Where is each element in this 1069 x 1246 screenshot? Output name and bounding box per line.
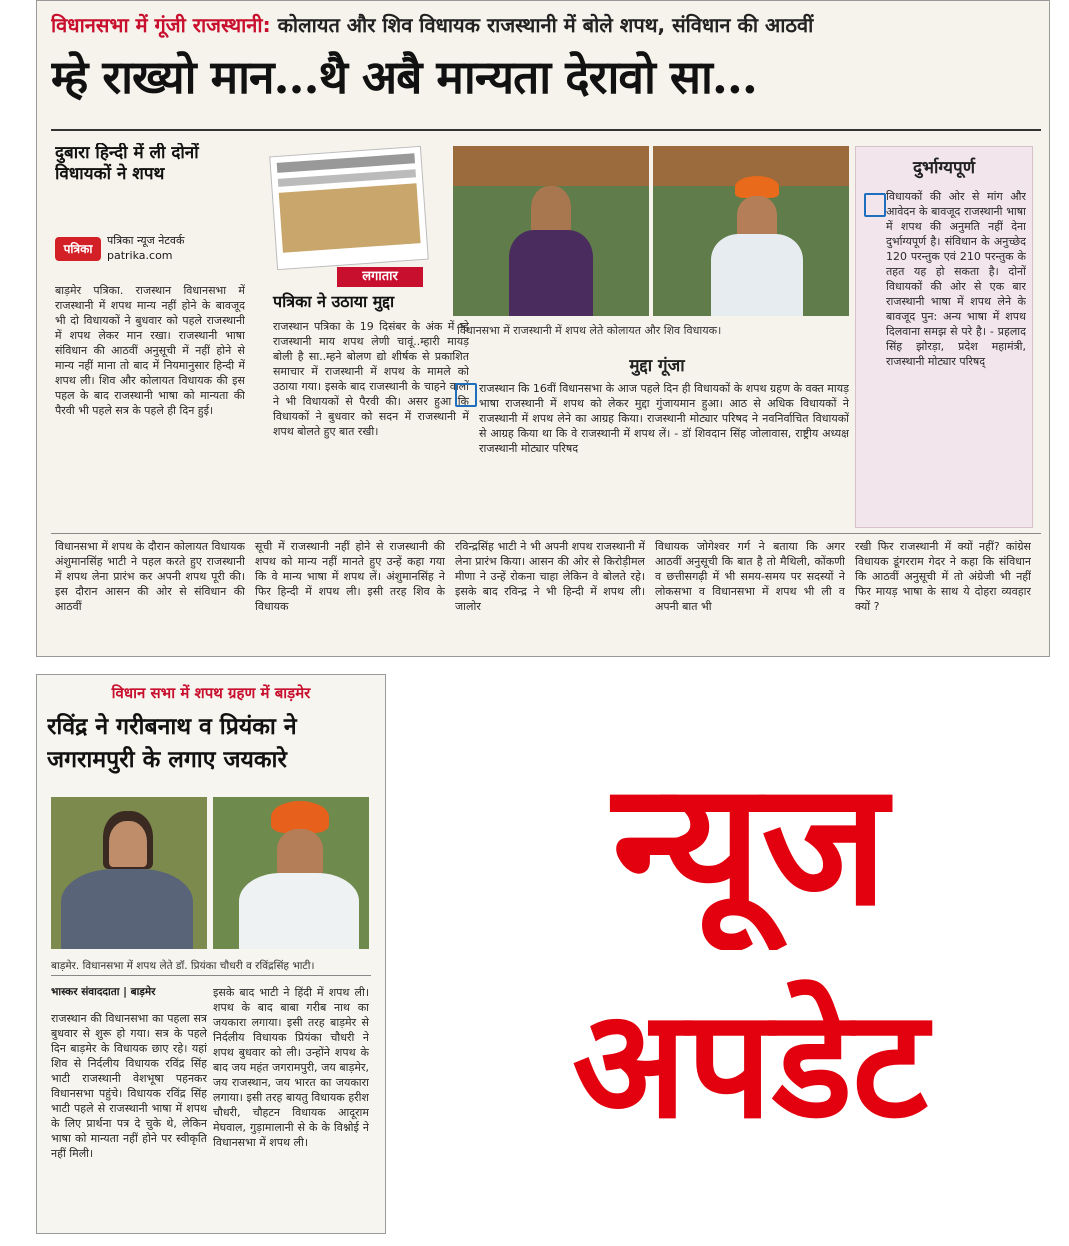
photo-ravindra bbox=[213, 797, 369, 949]
col2-continuation: सूची में राजस्थानी नहीं होने से राजस्थानी की शपथ को मान्य नहीं मानते हुए उन्हें कहा गया कि वे मान्य भाषा में शपथ लें। अंशुमानसिंह ने फिर हिन्दी में शपथ ली। इसी तरह शिव के विधायक bbox=[255, 540, 445, 613]
news-word: न्यूज bbox=[612, 746, 888, 944]
source-block bbox=[107, 233, 247, 263]
bottom-photo-caption: बाड़मेर. विधानसभा में शपथ लेते डॉ. प्रियंका चौधरी व रविंद्रसिंह भाटी। bbox=[51, 960, 315, 972]
bottom-headline-line2: जगरामपुरी के लगाए जयकारे bbox=[47, 747, 287, 773]
columns-rule bbox=[51, 533, 1041, 534]
source-name: पत्रिका न्यूज नेटवर्क bbox=[107, 234, 185, 247]
issue-heading: मुद्दा गूंजा bbox=[629, 356, 685, 376]
bottom-kicker: विधान सभा में शपथ ग्रहण में बाड़मेर bbox=[111, 684, 311, 702]
bottom-col2-text: इसके बाद भाटी ने हिंदी में शपथ ली। शपथ के बाद बाबा गरीब नाथ का जयकारा लगाया। इसी तरह बाड़मेर से निर्दलीय विधायक प्रियंका चौधरी ने शपथ बुधवार को ली। उन्होंने शपथ के बाद जय महंत जगरामपुरी, जय बाड़मेर, जय राजस्थान, जय भारत का जयकारा लगाया। इसी तरह बायतु विधायक हरीश चौधरी, चौहटन विधायक आदूराम मेघवाल, गुड़ामालानी से के के विश्नोई ने विधानसभा में शपथ ली। bbox=[213, 986, 369, 1149]
photo-priyanka bbox=[51, 797, 207, 949]
col4-continuation: विधायक जोगेश्वर गर्ग ने बताया कि अगर आठवीं अनुसूची कि बात है तो मैथिली, कोंकणी व छत्तीसगढ़ी में भी समय-समय पर सदस्यों ने लोकसभा व विधानसभा में शपथ भी ली व अपनी बात भी bbox=[655, 540, 845, 613]
right-sidebar-box bbox=[855, 146, 1033, 528]
source-site: patrika.com bbox=[107, 249, 173, 262]
bottom-headline-line1: रविंद्र ने गरीबनाथ व प्रियंका ने bbox=[47, 714, 297, 740]
kicker-red-text: विधानसभा में गूंजी राजस्थानी: bbox=[51, 13, 271, 37]
bottom-newspaper-clipping bbox=[36, 674, 386, 1234]
col5-continuation: रखी फिर राजस्थानी में क्यों नहीं? कांग्रेस विधायक डूंगरराम गेदर ने कहा कि संविधान कि आठवीं अनुसूची में तो अंग्रेजी भी नहीं फिर मायड़ भाषा के साथ ये दोहरा व्यवहार क्यों ? bbox=[855, 540, 1031, 613]
top-newspaper-clipping bbox=[36, 0, 1050, 657]
quote-icon bbox=[455, 383, 477, 407]
bottom-headline bbox=[47, 711, 375, 777]
top-kicker bbox=[51, 11, 1041, 41]
issue-body-text: राजस्थान कि 16वीं विधानसभा के आज पहले दिन ही विधायकों के शपथ ग्रहण के वक्त मायड़ भाषा राजस्थानी में शपथ को लेकर मुद्दा गुंजायमान हुआ। आठ से अधिक विधायकों ने राजस्थानी में शपथ लेने का आग्रह किया। राजस्थानी मोट्यार परिषद ने नवनिर्वाचित विधायकों से आग्रह किया था कि वे राजस्थानी में शपथ लें। - डॉ शिवदान सिंह जोलावास, राष्ट्रीय अध्यक्ष राजस्थानी मोट्यार परिषद bbox=[479, 382, 849, 455]
patrika-subheadline: पत्रिका ने उठाया मुद्दा bbox=[273, 292, 395, 311]
col1-continuation: विधानसभा में शपथ के दौरान कोलायत विधायक अंशुमानसिंह भाटी ने पहल करते हुए राजस्थानी में शपथ लेना प्रारंभ कर अपनी शपथ पूरी की। इस दौरान आसन की ओर से संविधान की आठवीं bbox=[55, 540, 245, 613]
photo-shiv-mla bbox=[653, 146, 849, 316]
bottom-rule bbox=[51, 975, 371, 976]
kicker-rest-text: कोलायत और शिव विधायक राजस्थानी में बोले शपथ, संविधान की आठवीं bbox=[277, 13, 814, 37]
right-quote-icon bbox=[864, 193, 886, 217]
right-box-text: विधायकों की ओर से मांग और आवेदन के बावजूद राजस्थानी भाषा में शपथ की अनुमति नहीं देना दुर्भाग्यपूर्ण है। संविधान के अनुच्छेद 120 परन्तुक एवं 210 परन्तुक के तहत यह हो सकता है। दोनों विधायकों की ओर से एक बार राजस्थानी भाषा में शपथ लेने के बावजूद पुन: अन्य भाषा में शपथ दिलवाना समझ से परे है। - प्रहलाद सिंह झोरड़ा, प्रदेश महामंत्री, राजस्थानी मोट्यार परिषद् bbox=[886, 190, 1026, 368]
bottom-col1-text: राजस्थान की विधानसभा का पहला सत्र बुधवार से शुरू हो गया। सत्र के पहले दिन बाड़मेर के विधायक छाए रहे। यहां शिव से निर्दलीय विधायक रविंद्र सिंह भाटी राजस्थानी वेशभूषा पहनकर विधानसभा पहुंचे। विधायक रविंद्र सिंह भाटी पहले से राजस्थानी भाषा में शपथ के लिए प्रार्थना पत्र दे चुके थे, लेकिन भाषा को मान्यता नहीं होने पर स्वीकृति नहीं मिली। bbox=[51, 1012, 207, 1160]
left-body-text: बाड़मेर पत्रिका. राजस्थान विधानसभा में राजस्थानी में शपथ मान्य नहीं होने के बावजूद भी दो विधायकों ने बुधवार को पहले राजस्थानी में शपथ लेकर मान रखा। राजस्थानी भाषा संविधान की आठवीं अनुसूची में नहीं होने से मान्य नहीं माना तो बाद में नियमानुसार हिन्दी में शपथ ली। शिव और कोलायत विधायक की इस पहल के बाद राजस्थानी भाषा को मान्यता की पैरवी भी पहले सत्र के पहले ही दिन हुई। bbox=[55, 284, 245, 417]
clipping-thumbnail bbox=[269, 146, 429, 270]
photo-caption: विधानसभा में राजस्थानी में शपथ लेते कोलायत और शिव विधायक। bbox=[457, 324, 722, 337]
bottom-byline: भास्कर संवाददाता | बाड़मेर bbox=[51, 986, 156, 998]
patrika-body-text: राजस्थान पत्रिका के 19 दिसंबर के अंक में म्हे राजस्थानी माय शपथ लेणी चावूं..म्हारी मायड़ बोली है सा..म्हने बोलण द्यो शीर्षक से प्रकाशित समाचार में राजस्थानी में शपथ के मामले को उठाया गया। इसके बाद राजस्थानी के चाहने वालों ने भी विधायकों से पैरवी की। असर हुआ कि विधायकों ने बुधवार को सदन में राजस्थानी में शपथ बोलते हुए बात रखी। bbox=[273, 320, 469, 438]
top-headline: म्हे राख्यो मान...थै अबै मान्यता देरावो सा... bbox=[51, 50, 757, 104]
patrika-logo: पत्रिका bbox=[55, 237, 101, 261]
headline-rule bbox=[51, 129, 1041, 131]
col3-continuation: रविन्द्रसिंह भाटी ने भी अपनी शपथ राजस्थानी में लेना प्रारंभ किया। आसन की ओर से किरोड़ीमल मीणा ने उन्हें रोकना चाहा लेकिन वे बोलते रहे। इसके बाद रविन्द्र ने भी हिन्दी में शपथ ली। जालोर bbox=[455, 540, 645, 613]
update-word: अपडेट bbox=[572, 978, 928, 1152]
right-box-heading: दुर्भाग्यपूर्ण bbox=[913, 158, 975, 178]
continuous-tag: लगातार bbox=[337, 267, 423, 287]
left-subheadline: दुबारा हिन्दी में ली दोनों विधायकों ने शपथ bbox=[55, 143, 199, 184]
photo-kolayat-mla bbox=[453, 146, 649, 316]
